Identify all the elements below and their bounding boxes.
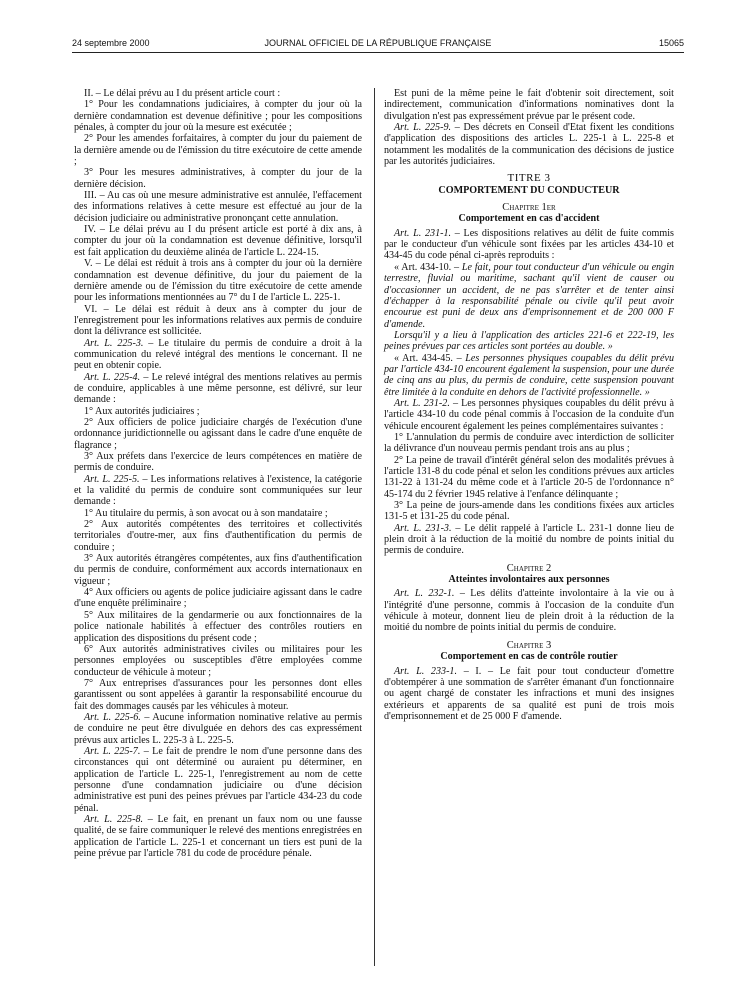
article-225-8	[74, 814, 362, 859]
quote-text: Lorsqu'il y a lieu à l'application des articles 221-6 et 222-19, les peines prévues par ces articles sont portées au double. »	[384, 329, 674, 353]
article-ref: Art. L. 233-1.	[394, 665, 458, 677]
header-date: 24 septembre 2000	[72, 38, 150, 48]
paragraph: Est puni de la même peine le fait d'obtenir soit directement, soit indirectement, communication d'informations nominatives dont la divulgation n'est pas expressément prévue par le présent code.	[384, 88, 674, 122]
article-225-3	[74, 338, 362, 372]
article-text: – Les informations relatives à l'existence, la catégorie et la validité du permis de conduire sont communiquées sur leur demande :	[74, 473, 362, 508]
quote-text: Les personnes physiques coupables du délit prévu par l'article 434-10 encourent également la suspension, pour une durée de cinq ans au plus, du permis de conduire, cette suspension pouvant être limitée à la conduite en dehors de l'activité professionnelle. »	[384, 352, 674, 398]
paragraph: 2° Pour les amendes forfaitaires, à compter du jour du paiement de la dernière amende ou de l'émission du titre exécutoire de cette amende ;	[74, 133, 362, 168]
article-text: – Le délit rappelé à l'article L. 231-1 donne lieu de plein droit à la réduction de la moitié du nombre de points initial du permis de conduire.	[384, 522, 674, 557]
list-item: 2° Aux officiers de police judiciaire chargés de l'exécution d'une ordonnance juridictionnelle ou agissant dans le cadre d'une enquête de flagrance ;	[74, 416, 362, 451]
quote-text: Le fait, pour tout conducteur d'un véhicule ou engin terrestre, fluvial ou maritime, sachant qu'il vient de causer ou d'occasionner un accident, de ne pas s'arrêter et de tenter ainsi d'échapper à la responsabilité pénale ou civile qu'il peut avoir encourue est puni de deux ans d'emprisonnement et de 200 000 F d'amende.	[384, 261, 674, 330]
article-232-1	[384, 588, 674, 633]
article-231-1	[384, 228, 674, 262]
chapter-1-name: Comportement en cas d'accident	[458, 213, 600, 225]
article-ref: Art. L. 225-3.	[84, 337, 144, 349]
article-text: – Le relevé intégral des mentions relatives au permis de conduire, applicables à une même personne, est délivré, sur leur demande :	[74, 371, 362, 406]
quote-ref: « Art. 434-10. –	[394, 261, 462, 273]
quote-ref: « Art. 434-45. –	[394, 352, 466, 364]
article-225-9	[384, 122, 674, 167]
article-ref: Art. L. 225-7.	[84, 745, 141, 757]
article-text: – Le fait de prendre le nom d'une personne dans des circonstances qui ont déterminé ou auraient pu déterminer, en application de l'article L. 225-1, l'enregistrement au nom de cette personne d'une condamnation judiciaire ou d'une décision administrative est puni des peines prévues par l'article 434-23 du code pénal.	[74, 745, 362, 814]
list-item: 2° La peine de travail d'intérêt général selon des modalités prévues à l'article 131-8 du code pénal et selon les conditions prévues aux articles 131-22 à 131-24 du même code et à l'article 20-5 de l'ordonnance n° 45-174 du 2 février 1945 relative à l'enfance délinquante ;	[384, 454, 674, 500]
list-item: 4° Aux officiers ou agents de police judiciaire agissant dans le cadre d'une enquête préliminaire ;	[74, 587, 362, 610]
article-225-7	[74, 746, 362, 814]
article-ref: Art. L. 231-3.	[394, 522, 452, 534]
header-page-number: 15065	[658, 38, 684, 48]
title-name: COMPORTEMENT DU CONDUCTEUR	[438, 184, 620, 196]
quoted-article-434-10	[384, 262, 674, 330]
right-column	[384, 88, 674, 722]
title-heading: TITRE 3	[507, 172, 551, 185]
paragraph: III. – Au cas où une mesure administrative est annulée, l'effacement des informations relatives à cette mesure est effectué au jour de la décision judiciaire ou administrative prononçant cette annulation.	[74, 190, 362, 224]
paragraph: 1° Pour les condamnations judiciaires, à compter du jour où la dernière condamnation est devenue définitive ; pour les compositions pénales, à compter du jour où la mesure est exécutée ;	[74, 99, 362, 134]
article-ref: Art. L. 231-1.	[394, 227, 452, 239]
article-text: – Les délits d'atteinte involontaire à la vie ou à l'intégrité d'une personne, commis à l'occasion de la conduite d'un véhicule à moteur, donnent lieu de plein droit à la réduction de la moitié du nombre de points initial du permis de conduire.	[384, 588, 674, 634]
list-item: 1° L'annulation du permis de conduire avec interdiction de solliciter la délivrance d'un nouveau permis pendant trois ans au plus ;	[384, 431, 674, 455]
chapter-1-heading: Chapitre 1er	[502, 202, 556, 214]
list-item: 3° Aux autorités étrangères compétentes, aux fins d'authentification du permis de conduire, conformément aux accords internationaux en vigueur ;	[74, 553, 362, 587]
article-233-1	[384, 666, 674, 723]
article-text: – I. – Le fait pour tout conducteur d'omettre d'obtempérer à une sommation de s'arrêter émanant d'un fonctionnaire ou agent chargé de constater les infractions et muni des insignes extérieurs et apparents de sa qualité est puni de trois mois d'emprisonnement et de 25 000 F d'amende.	[384, 665, 674, 722]
chapter-2-name: Atteintes involontaires aux personnes	[448, 574, 610, 586]
article-231-2	[384, 398, 674, 432]
article-231-3	[384, 523, 674, 557]
paragraph: 3° Pour les mesures administratives, à compter du jour de la dernière décision.	[74, 167, 362, 190]
article-text: – Le fait, en prenant un faux nom ou une fausse qualité, de se faire communiquer le relevé des mentions enregistrées en application de l'article L. 225-1 et concernant un tiers est puni de la peine prévue par l'article 781 du code de procédure pénale.	[74, 814, 362, 860]
article-ref: Art. L. 225-6.	[84, 711, 141, 723]
chapter-2-heading: Chapitre 2	[506, 562, 552, 574]
left-column	[74, 88, 362, 859]
page-header	[72, 38, 684, 52]
header-title: JOURNAL OFFICIEL DE LA RÉPUBLIQUE FRANÇAISE	[264, 38, 492, 48]
list-item: 3° Aux préfets dans l'exercice de leurs compétences en matière de permis de conduire.	[74, 451, 362, 474]
article-ref: Art. L. 225-5.	[84, 473, 140, 485]
article-text: – Aucune information nominative relative au permis de conduire ne peut être divulguée en dehors des cas expressément prévus aux articles L. 225-3 à L. 225-5.	[74, 711, 362, 746]
article-ref: Art. L. 225-4.	[84, 371, 141, 383]
header-rule	[72, 52, 684, 53]
article-ref: Art. L. 225-8.	[84, 814, 144, 825]
paragraph: VI. – Le délai est réduit à deux ans à compter du jour de l'enregistrement pour les informations relatives aux permis de conduire dont la délivrance est sollicitée.	[74, 303, 362, 338]
list-item: 7° Aux entreprises d'assurances pour les personnes dont elles garantissent ou sont appelées à garantir la responsabilité encourue du fait des dommages causés par les véhicules à moteur.	[74, 677, 362, 712]
paragraph: II. – Le délai prévu au I du présent article court :	[84, 88, 281, 99]
article-ref: Art. L. 225-9.	[394, 122, 452, 134]
article-ref: Art. L. 232-1.	[394, 588, 455, 600]
paragraph: IV. – Le délai prévu au I du présent article est porté à dix ans, à compter du jour où la condamnation est devenue définitive, lorsqu'il est fait application du deuxième alinéa de l'article L. 224-15.	[74, 224, 362, 258]
list-item: 1° Au titulaire du permis, à son avocat ou à son mandataire ;	[84, 507, 328, 519]
article-ref: Art. L. 231-2.	[394, 397, 450, 409]
article-text: – Les dispositions relatives au délit de fuite commis par le conducteur d'un véhicule sont fixées par les articles 434-10 et 434-45 du code pénal ci-après reproduits :	[384, 227, 674, 262]
article-225-5	[74, 474, 362, 508]
article-225-4	[74, 372, 362, 406]
list-item: 3° La peine de jours-amende dans les conditions fixées aux articles 131-5 et 131-25 du code pénal.	[384, 500, 674, 523]
quoted-article-434-45	[384, 353, 674, 398]
paragraph: V. – Le délai est réduit à trois ans à compter du jour où la dernière condamnation est devenue définitive, du jour du paiement de la dernière amende ou de l'émission du titre exécutoire de cette amende pour les informations mentionnées au 7° du I de l'article L. 225-1.	[74, 258, 362, 304]
article-text: – Les personnes physiques coupables du délit prévu à l'article 434-10 du code pénal commis à l'occasion de la conduite d'un véhicule encourent également les peines complémentaires suivantes :	[384, 397, 674, 432]
article-text: – Le titulaire du permis de conduire a droit à la communication du relevé intégral des mentions le concernant. Il ne peut en obtenir copie.	[74, 337, 362, 372]
list-item: 2° Aux autorités compétentes des territoires et collectivités territoriales d'outre-mer, aux fins d'authentification du permis de conduire ;	[74, 519, 362, 553]
column-divider	[374, 88, 375, 966]
chapter-3-name: Comportement en cas de contrôle routier	[440, 651, 618, 663]
list-item: 6° Aux autorités administratives civiles ou militaires pour les personnes employées ou susceptibles d'être employées comme conducteur de véhicule à moteur ;	[74, 643, 362, 678]
chapter-3-heading: Chapitre 3	[506, 639, 552, 651]
article-225-6	[74, 712, 362, 746]
article-text: – Des décrets en Conseil d'Etat fixent les conditions d'application des dispositions des articles L. 225-1 à L. 225-8 et notamment les modalités de la communication des décisions de justice par les autorités judiciaires.	[384, 122, 674, 168]
list-item: 5° Aux militaires de la gendarmerie ou aux fonctionnaires de la police nationale habilités à effectuer des contrôles routiers en application des dispositions du présent code ;	[74, 609, 362, 644]
list-item: 1° Aux autorités judiciaires ;	[84, 405, 200, 417]
